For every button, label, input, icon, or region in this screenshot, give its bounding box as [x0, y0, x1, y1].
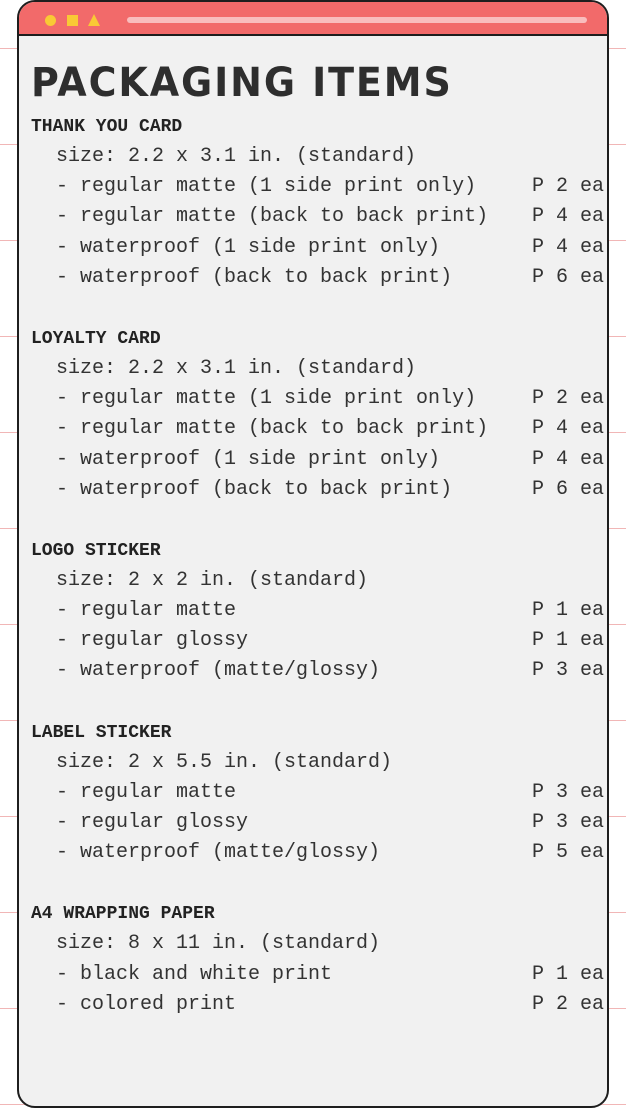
list-item — [31, 414, 607, 444]
address-bar — [127, 17, 587, 23]
item-label: - regular matte — [56, 780, 237, 804]
item-label: - regular matte (1 side print only) — [56, 387, 477, 411]
browser-window — [17, 0, 609, 1108]
list-item — [31, 475, 607, 505]
list-item — [31, 445, 607, 475]
size-line: size: 8 x 11 in. (standard) — [56, 932, 381, 956]
item-label: - waterproof (back to back print) — [56, 265, 453, 289]
list-item — [31, 656, 607, 686]
item-label: - regular glossy — [56, 629, 249, 653]
item-label: - waterproof (back to back print) — [56, 477, 453, 501]
size-line: size: 2 x 5.5 in. (standard) — [56, 750, 393, 774]
size-line: size: 2 x 2 in. (standard) — [56, 568, 369, 592]
item-price: P 6 ea — [532, 265, 605, 289]
item-label: - regular matte (1 side print only) — [56, 175, 477, 199]
list-item — [31, 626, 607, 656]
triangle-icon — [88, 14, 100, 26]
page-content — [31, 38, 607, 1106]
item-price: P 3 ea — [532, 780, 605, 804]
item-price: P 1 ea — [532, 629, 605, 653]
item-label: - regular matte (back to back print) — [56, 417, 489, 441]
list-item — [31, 838, 607, 868]
item-label: - waterproof (matte/glossy) — [56, 841, 381, 865]
list-item — [31, 990, 607, 1020]
window-titlebar — [19, 2, 607, 36]
section — [31, 536, 607, 687]
section-title: THANK YOU CARD — [31, 117, 183, 137]
item-label: - waterproof (1 side print only) — [56, 235, 441, 259]
item-price: P 6 ea — [532, 477, 605, 501]
list-item — [31, 960, 607, 990]
list-item — [31, 596, 607, 626]
item-price: P 2 ea — [532, 387, 605, 411]
item-price: P 5 ea — [532, 841, 605, 865]
item-label: - black and white print — [56, 962, 333, 986]
square-icon — [67, 15, 78, 26]
size-line: size: 2.2 x 3.1 in. (standard) — [56, 356, 417, 380]
item-label: - waterproof (1 side print only) — [56, 447, 441, 471]
list-item — [31, 172, 607, 202]
section-title: A4 WRAPPING PAPER — [31, 904, 215, 925]
item-price: P 4 ea — [532, 235, 605, 259]
item-price: P 3 ea — [532, 659, 605, 683]
list-item — [31, 202, 607, 232]
list-item — [31, 263, 607, 293]
list-item — [31, 384, 607, 414]
item-label: - colored print — [56, 992, 237, 1016]
item-price: P 3 ea — [532, 811, 605, 834]
sections-list — [31, 112, 607, 1020]
section-title: LOYALTY CARD — [31, 328, 161, 349]
section-title: LABEL STICKER — [31, 722, 172, 743]
item-price: P 1 ea — [532, 962, 605, 986]
item-price: P 4 ea — [532, 417, 605, 441]
circle-icon — [45, 15, 56, 26]
list-item — [31, 778, 607, 808]
item-price: P 4 ea — [532, 447, 605, 471]
item-price: P 1 ea — [532, 599, 605, 623]
size-line: size: 2.2 x 3.1 in. (standard) — [56, 145, 417, 168]
item-price: P 4 ea — [532, 205, 605, 229]
item-label: - regular matte — [56, 599, 237, 623]
item-label: - regular glossy — [56, 811, 249, 834]
section-title: LOGO STICKER — [31, 540, 161, 561]
list-item — [31, 808, 607, 838]
section — [31, 112, 607, 293]
section — [31, 718, 607, 869]
list-item — [31, 233, 607, 263]
section — [31, 324, 607, 505]
page-title: PACKAGING ITEMS — [31, 60, 453, 106]
item-label: - waterproof (matte/glossy) — [56, 659, 381, 683]
section — [31, 899, 607, 1020]
item-label: - regular matte (back to back print) — [56, 205, 489, 229]
item-price: P 2 ea — [532, 175, 605, 199]
item-price: P 2 ea — [532, 992, 605, 1016]
